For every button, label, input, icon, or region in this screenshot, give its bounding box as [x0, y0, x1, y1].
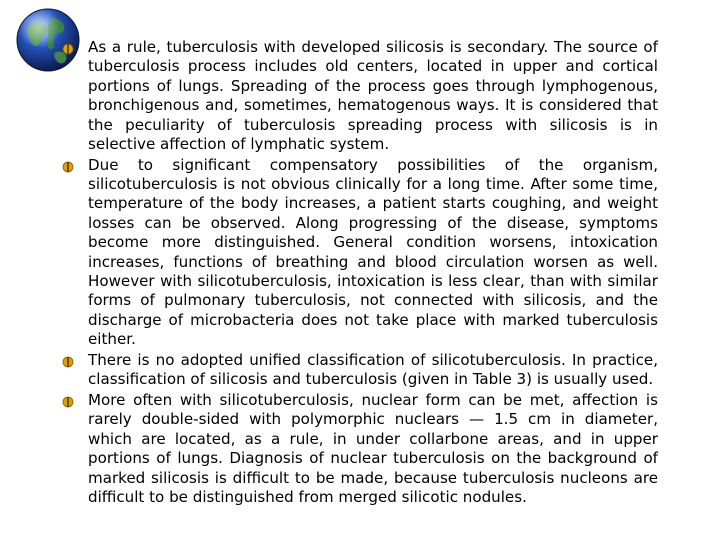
- bullet-icon: [62, 356, 74, 368]
- bullet-icon: [62, 396, 74, 408]
- bullet-icon: [62, 43, 74, 55]
- bullet-item: [62, 38, 658, 154]
- bullet-text: More often with silicotuberculosis, nuclear form can be met, affection is rarely double-sided with polymorphic nuclears — 1.5 cm in diameter, which are located, as a rule, in under collarbone areas, and in upper portions of lungs. Diagnosis of nuclear tuberculosis on the background of marked silicosis is difficult to be made, because tuberculosis nucleons are difficult to be distinguished from merged silicotic nodules.: [88, 390, 658, 506]
- bullet-item: [62, 391, 658, 507]
- bullet-item: [62, 351, 658, 390]
- bullet-text: There is no adopted unified classification of silicotuberculosis. In practice, classification of silicosis and tuberculosis (given in Table 3) is usually used.: [88, 350, 658, 389]
- bullet-item: [62, 156, 658, 350]
- bullet-text: Due to significant compensatory possibilities of the organism, silicotuberculosis is not obvious clinically for a long time. After some time, temperature of the body increases, a patient starts coughing, and weight losses can be observed. Along progressing of the disease, symptoms become more distinguished. General condition worsens, intoxication increases, functions of breathing and blood circulation worsen as well. However with silicotuberculosis, intoxication is less clear, than with similar forms of pulmonary tuberculosis, not connected with silicosis, and the discharge of microbacteria does not take place with marked tuberculosis either.: [88, 155, 658, 349]
- slide-content: [62, 38, 658, 509]
- bullet-text: As a rule, tuberculosis with developed silicosis is secondary. The source of tuberculosis process includes old centers, located in upper and cortical portions of lungs. Spreading of the process goes through lymphogenous, bronchigenous and, sometimes, hematogenous ways. It is considered that the peculiarity of tuberculosis spreading process with silicosis is in selective affection of lymphatic system.: [88, 38, 658, 154]
- bullet-icon: [62, 161, 74, 173]
